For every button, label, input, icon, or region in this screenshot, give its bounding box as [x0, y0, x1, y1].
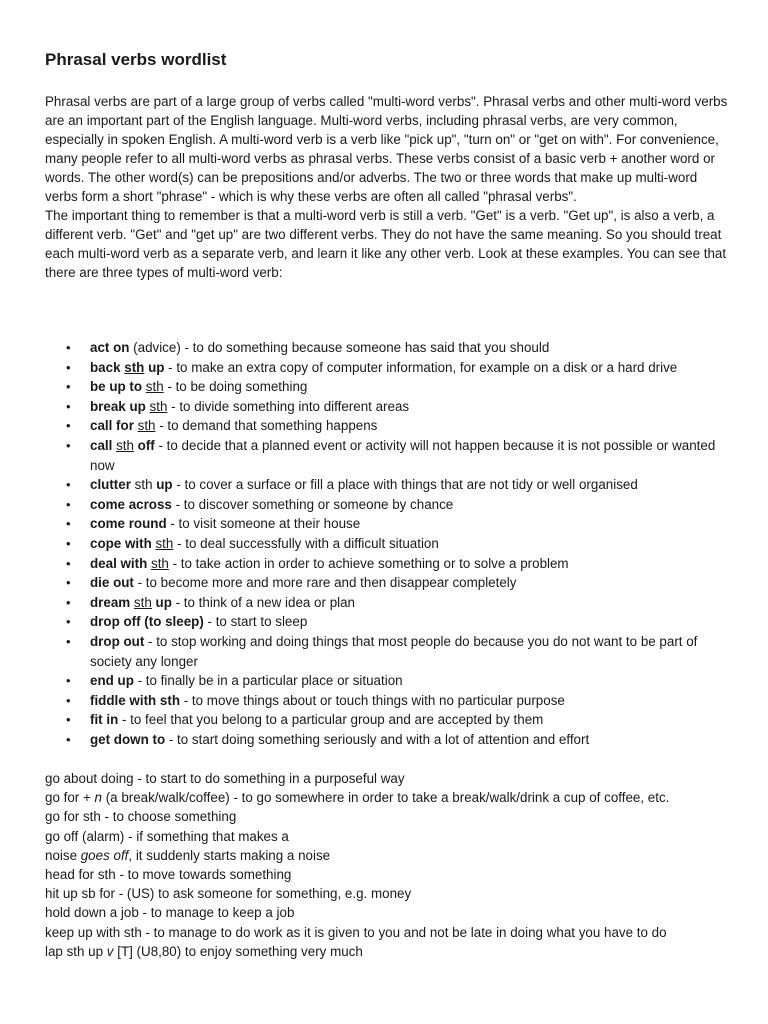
verb-definition: - to start to sleep: [203, 614, 308, 630]
bullet-list-item: [0, 338, 730, 358]
verb-object-placeholder: sth: [151, 555, 169, 571]
intro-paragraph: Phrasal verbs are part of a large group of verbs called "multi-word verbs". Phrasal verbs and other multi-word verbs are an important part of the English language. Multi-word verbs, including phrasal verbs, are very common, especially in spoken English. A multi-word verb is a verb like "pick up", "turn on" or "get on with". For convenience, many people refer to all multi-word verbs as phrasal verbs. These verbs consist of a basic verb + another word or words. The other word(s) can be prepositions and/or adverbs. The two or three words that make up multi-word verbs form a short "phrase" - which is why these verbs are often all called "phrasal verbs".: [45, 94, 728, 204]
verb-term: drop out: [90, 633, 145, 649]
bullet-list-item: [0, 710, 730, 730]
verb-term: call: [90, 437, 117, 453]
verb-definition: [T] (U8,80) to enjoy something very much: [113, 943, 363, 959]
verb-term: off: [133, 437, 155, 453]
plain-list-line: [45, 865, 745, 884]
verb-definition: - to take action in order to achieve something or to solve a problem: [168, 555, 569, 571]
bullet-icon: •: [66, 477, 71, 493]
verb-definition: hold down a job - to manage to keep a job: [45, 905, 295, 921]
bullet-icon: •: [66, 340, 71, 355]
verb-definition: - to finally be in a particular place or situation: [133, 673, 403, 689]
bullet-list-item: [0, 612, 730, 632]
plain-list-line: [45, 884, 745, 903]
verb-definition: - to divide something into different areas: [167, 398, 410, 414]
plain-list-line: [45, 942, 745, 961]
verb-definition: go for sth - to choose something: [45, 809, 237, 825]
verb-definition: - to become more and more rare and then disappear completely: [133, 575, 517, 591]
bullet-icon: •: [66, 673, 71, 689]
verb-term: come across: [90, 496, 172, 512]
grammar-note: goes off: [80, 847, 129, 863]
verb-term: end up: [90, 673, 134, 689]
bullet-list-item: [0, 436, 730, 475]
grammar-note: n: [94, 790, 102, 806]
bullet-list-item: [0, 554, 730, 574]
verb-object-placeholder: sth: [137, 418, 156, 434]
bullet-icon: •: [66, 437, 71, 453]
bullet-icon: •: [66, 418, 71, 434]
bullet-list-item: [0, 416, 730, 436]
page-title: Phrasal verbs wordlist: [45, 50, 227, 69]
verb-definition: (advice) - to do something because someone has said that you should: [129, 340, 550, 355]
verb-term: dream: [90, 594, 134, 610]
bullet-list-item: [0, 691, 730, 711]
verb-definition: - to stop working and doing things that most people do because you do not want to be part of society any longer: [90, 633, 698, 669]
bullet-icon: •: [66, 575, 71, 591]
verb-object-placeholder: sth: [145, 379, 164, 395]
verb-definition: - to cover a surface or fill a place with things that are not tidy or well organised: [172, 477, 638, 493]
bullet-list-item: [0, 730, 730, 750]
intro-paragraph: The important thing to remember is that a multi-word verb is still a verb. "Get" is a verb. "Get up", is also a verb, a different verb. "Get" and "get up" are two different verbs. They do not have the same meaning. So you should treat each multi-word verb as a separate verb, and learn it like any other verb. Look at these examples. You can see that there are three types of multi-word verb:: [45, 208, 727, 280]
bullet-icon: •: [66, 516, 71, 532]
verb-term: break up: [90, 398, 150, 414]
verb-term: fit in: [90, 712, 119, 728]
bullet-list-item: [0, 534, 730, 554]
bullet-list-item: [0, 593, 730, 613]
bullet-list-item: [0, 475, 730, 495]
verb-term: clutter: [90, 477, 135, 493]
verb-definition: - to make an extra copy of computer information, for example on a disk or a hard drive: [164, 359, 678, 375]
verb-object-placeholder: sth: [149, 398, 168, 414]
bullet-icon: •: [66, 398, 71, 414]
verb-term: up: [151, 594, 172, 610]
verb-term: get down to: [90, 731, 166, 747]
verb-definition: - to move things about or touch things with no particular purpose: [180, 692, 565, 708]
bullet-icon: •: [66, 379, 71, 395]
bullet-list-item: [0, 514, 730, 534]
verb-definition: - to visit someone at their house: [166, 516, 361, 532]
verb-definition: keep up with sth - to manage to do work as it is given to you and not be late in doing what you have to do: [45, 924, 667, 940]
bullet-list-item: [0, 397, 730, 417]
verb-definition: - to deal successfully with a difficult situation: [173, 535, 439, 551]
bullet-icon: •: [66, 496, 71, 512]
bullet-icon: •: [66, 731, 71, 747]
verb-definition: (a break/walk/coffee) - to go somewhere in order to take a break/walk/drink a cup of coffee, etc.: [101, 790, 670, 806]
plain-list-line: [45, 807, 745, 826]
plain-list-line: [45, 846, 745, 865]
phrasal-verb-plain-list: [45, 769, 745, 961]
bullet-list-item: [0, 358, 730, 378]
verb-definition: - to discover something or someone by chance: [171, 496, 454, 512]
bullet-list-item: [0, 377, 730, 397]
verb-definition: - to decide that a planned event or activity will not happen because it is not possible or wanted now: [90, 437, 716, 473]
bullet-icon: •: [66, 633, 71, 649]
verb-definition: sth: [134, 477, 157, 493]
bullet-list-item: [0, 632, 730, 671]
bullet-icon: •: [66, 555, 71, 571]
bullet-icon: •: [66, 359, 71, 375]
verb-definition: - to start doing something seriously and with a lot of attention and effort: [165, 731, 590, 747]
verb-definition: , it suddenly starts making a noise: [128, 847, 331, 863]
verb-definition: go off (alarm) - if something that makes a: [45, 828, 289, 844]
plain-list-line: [45, 769, 745, 788]
bullet-list-item: [0, 495, 730, 515]
bullet-list-item: [0, 573, 730, 593]
verb-object-placeholder: sth: [155, 535, 174, 551]
plain-list-line: [45, 827, 745, 846]
plain-list-line: [45, 903, 745, 922]
verb-term: call for: [90, 418, 138, 434]
bullet-icon: •: [66, 594, 71, 610]
verb-object-placeholder: sth: [124, 359, 145, 375]
verb-term: be up to: [90, 379, 146, 395]
intro-section: [45, 92, 733, 282]
verb-definition: go about doing - to start to do something in a purposeful way: [45, 771, 405, 786]
verb-definition: - to think of a new idea or plan: [171, 594, 356, 610]
plain-list-line: [45, 923, 745, 942]
verb-object-placeholder: sth: [133, 594, 152, 610]
verb-object-placeholder: sth: [116, 437, 134, 453]
bullet-icon: •: [66, 712, 71, 728]
bullet-icon: •: [66, 535, 71, 551]
bullet-list-item: [0, 671, 730, 691]
verb-definition: - to feel that you belong to a particular group and are accepted by them: [118, 712, 544, 728]
verb-term: act on: [90, 340, 130, 355]
verb-definition: noise: [45, 847, 81, 863]
verb-term: die out: [90, 575, 134, 591]
verb-definition: hit up sb for - (US) to ask someone for something, e.g. money: [45, 886, 412, 902]
verb-definition: - to be doing something: [163, 379, 308, 395]
bullet-icon: •: [66, 614, 71, 630]
verb-term: come round: [90, 516, 167, 532]
verb-term: fiddle with sth: [90, 692, 181, 708]
verb-definition: go for +: [45, 790, 95, 806]
verb-definition: head for sth - to move towards something: [45, 867, 292, 883]
grammar-note: v: [106, 943, 114, 959]
verb-term: deal with: [90, 555, 152, 571]
verb-term: cope with: [90, 535, 156, 551]
verb-definition: lap sth up: [45, 943, 107, 959]
verb-term: back: [90, 359, 125, 375]
verb-term: up: [144, 359, 165, 375]
verb-definition: - to demand that something happens: [155, 418, 378, 434]
bullet-icon: •: [66, 692, 71, 708]
verb-term: up: [156, 477, 173, 493]
verb-term: drop off (to sleep): [90, 614, 204, 630]
plain-list-line: [45, 788, 745, 807]
phrasal-verb-bullet-list: [0, 338, 768, 749]
